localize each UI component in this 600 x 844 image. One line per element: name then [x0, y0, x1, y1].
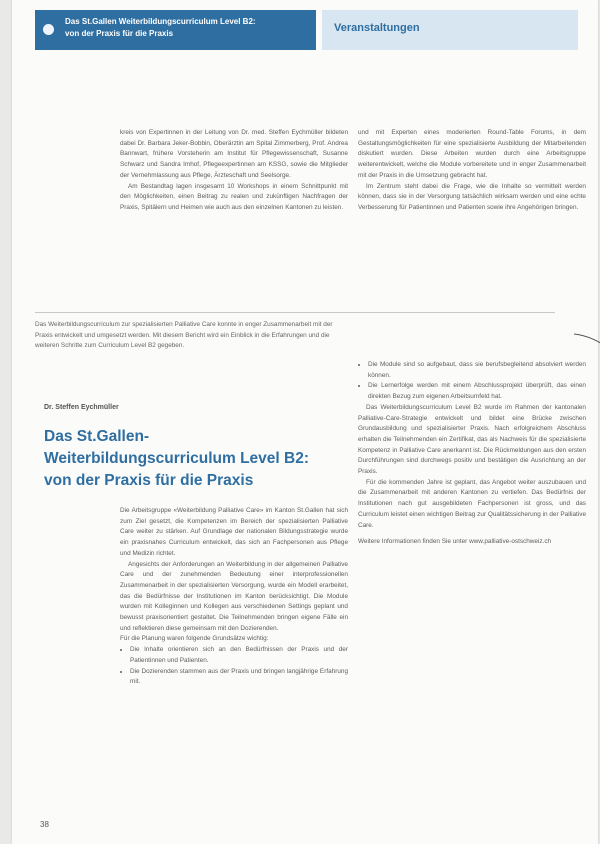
bullet-list — [358, 360, 586, 403]
paragraph: Am Bestandtag lagen insgesamt 10 Workshops in einem Schnittpunkt mit den Möglichkeiten, einen Beitrag zu realen und zukünftigen Nachfragen der Praxis, Spitälern und Heimen wie auch aus den einzelnen Kantonen zu leisten. — [120, 182, 348, 211]
bullet-circle-icon — [43, 24, 54, 35]
list-item: • Die Dozierenden stammen aus der Praxis und bringen langjährige Erfahrung mit. — [130, 667, 348, 688]
contact-info: Weitere Informationen finden Sie unter www.palliative-ostschweiz.ch — [358, 538, 552, 546]
page-number: 38 — [40, 820, 49, 829]
top-right-column — [358, 128, 586, 308]
paragraph: Angesichts der Anforderungen an Weiterbildung in der allgemeinen Palliative Care und der zunehmenden Bedeutung einer interprofessionellen Zusammenarbeit in der spezialisierten Versorgung, wurde ein Modell erarbeitet, das die Bedürfnisse der Institutionen im Kanton berücksichtigt. Die Module wurden mit Kolleginnen und Kollegen aus verschiedenen Settings geplant und bewusst praxisorientiert gestaltet. Die Teilnehmenden bringen eigene Fälle ein und reflektieren diese gemeinsam mit den Dozierenden. — [120, 560, 348, 632]
header-title — [65, 16, 310, 40]
body-left-column — [120, 506, 348, 832]
paragraph: kreis von Expertinnen in der Leitung von Dr. med. Steffen Eychmüller bildeten dabei Dr. Barbara Jeker-Bobbin, Oberärztin am Spital Zimmerberg, Prof. Andrea Bannwart, frühere Vorsteherin am Institut für Pflegewissenschaft, Susanne Schwarz und Sandra Imhof, Pflegeexpertinnen am KSSG, sowie die Mitglieder der Vernehmlassung aus Pflege, Ärzteschaft und Seelsorge. — [120, 129, 348, 179]
top-left-column — [120, 128, 348, 308]
paragraph: und mit Experten eines moderierten Round-Table Forums, in dem Gestaltungsmöglichkeiten für eine spezialisierte Ausbildung der Mitarbeitenden diskutiert wurden. Diese Arbeiten wurden durch eine Arbeitsgruppe weiterentwickelt, welche die Module vorbereitete und in enger Zusammenarbeit mit der Praxis in die Umsetzung gebracht hat. — [358, 129, 586, 179]
list-item: • Die Inhalte orientieren sich an den Bedürfnissen der Praxis und der Patientinnen und Patienten. — [130, 645, 348, 666]
section-banner — [322, 10, 578, 50]
paragraph: Das Weiterbildungscurriculum Level B2 wurde im Rahmen der kantonalen Palliative-Care-Strategie entwickelt und bildet eine Brücke zwischen Grundausbildung und spezialisierter Praxis. Nach erfolgreichem Abschluss erhalten die Teilnehmenden ein Zertifikat, das als Nachweis für die spezialisierte Kompetenz in Palliative Care anerkannt ist. Die Rückmeldungen aus den ersten Durchführungen sind durchwegs positiv und bestätigen die Ausrichtung an der Praxis. — [358, 403, 586, 476]
header-banner — [35, 10, 316, 50]
margin-mark — [572, 330, 600, 350]
list-item: • Die Lernerfolge werden mit einem Abschlussprojekt überprüft, das einen direkten Bezug zum eigenen Arbeitsumfeld hat. — [368, 381, 586, 402]
header-title-line1: Das St.Gallen Weiterbildungscurriculum Level B2: — [65, 17, 256, 26]
header-title-line2: von der Praxis für die Praxis — [65, 29, 174, 38]
paragraph: Für die kommenden Jahre ist geplant, das Angebot weiter auszubauen und die Zusammenarbeit mit anderen Kantonen zu vertiefen. Das Bedürfnis der Institutionen nach gut ausgebildeten Fachpersonen ist gross, und das Curriculum leistet einen wichtigen Beitrag zur Qualitätssicherung in der Palliative Care. — [358, 478, 586, 529]
section-divider — [35, 312, 555, 313]
magazine-page — [12, 0, 598, 844]
paragraph: Für die Planung waren folgende Grundsätze wichtig: — [120, 635, 269, 643]
article-author: Dr. Steffen Eychmüller — [44, 404, 119, 411]
article-intro: Das Weiterbildungscurriculum zur spezialisierten Palliative Care konnte in enger Zusammenarbeit mit der Praxis entwickelt und umgesetzt werden. Mit diesem Bericht wird ein Einblick in die Erfahrungen und die weiteren Schritte zum Curriculum Level B2 gegeben. — [35, 321, 333, 350]
list-item: • Die Module sind so aufgebaut, dass sie berufsbegleitend absolviert werden können. — [368, 360, 586, 381]
paragraph: Im Zentrum steht dabei die Frage, wie die Inhalte so vermittelt werden können, dass sie in der Versorgung tatsächlich wirksam werden und eine echte Verbesserung für Patientinnen und Patienten sowie ihre Angehörigen bringen. — [358, 182, 586, 211]
bullet-list — [120, 645, 348, 688]
body-right-column — [358, 360, 586, 830]
paragraph: Die Arbeitsgruppe «Weiterbildung Palliative Care» im Kanton St.Gallen hat sich zum Ziel gesetzt, die Kompetenzen im Bereich der spezialisierten Palliative Care weiter zu stärken. Auf Grundlage der nationalen Bildungsstrategie wurde ein praxisnahes Curriculum entwickelt, das sich an Fachpersonen aus Pflege und Medizin richtet. — [120, 507, 348, 557]
article-title: Das St.Gallen-Weiterbildungscurriculum Level B2: von der Praxis für die Praxis — [44, 428, 309, 489]
section-label: Veranstaltungen — [334, 22, 420, 34]
